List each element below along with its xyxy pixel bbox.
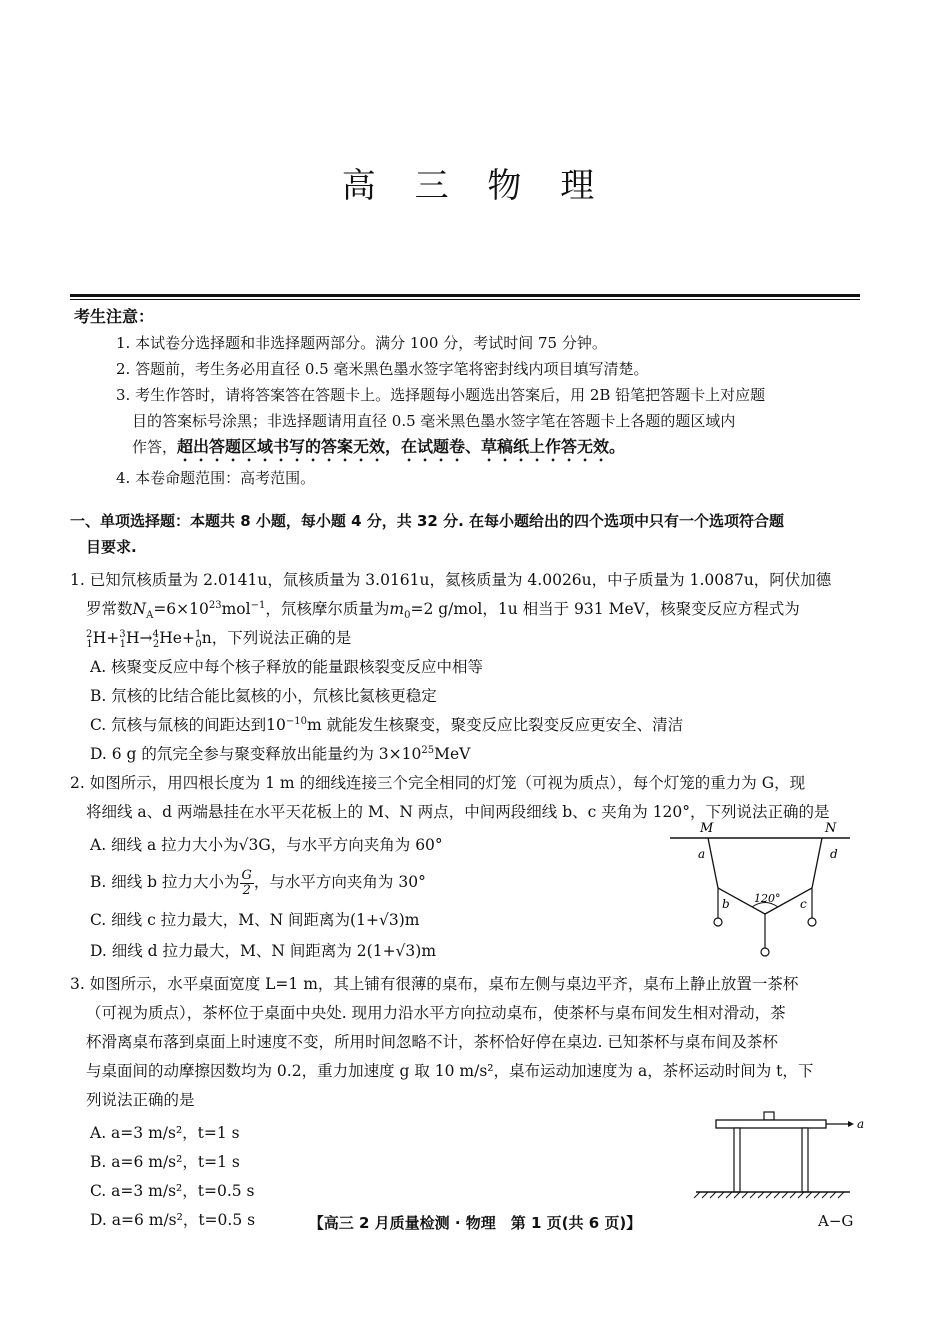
notice-item-3-end-prefix: 作答，: [132, 438, 178, 456]
q1-stem3-tail: ，下列说法正确的是: [211, 629, 352, 647]
notice-item-4: 4. 本卷命题范围：高考范围。: [116, 469, 316, 487]
tabletop: [716, 1120, 826, 1128]
q1-stem2-b: =6×10: [153, 600, 209, 618]
label-N: N: [825, 821, 837, 836]
ground-hatching: [694, 1192, 844, 1198]
q1-stem-line2: 罗常数$N_A=6\times 10^{23}mol^{-1}$，氘核摩尔质量为$m_0=2$ g/mol，1u 相当于 931 MeV，核聚变反应方程式为: [86, 599, 800, 622]
label-M: M: [700, 821, 714, 836]
notice-emphasis: 超出答题区域书写的答案无效，在试题卷、草稿纸上作答无效。: [177, 437, 626, 456]
q1-option-c: [86, 711, 876, 740]
table-diagram: [690, 1108, 870, 1208]
q1-option-d: [86, 740, 876, 769]
q1-stem2-d: ，氘核摩尔质量为: [265, 600, 390, 618]
q3-stem-line1: 3. 如图所示，水平桌面宽度 L=1 m，其上铺有很薄的桌布，桌布左侧与桌边平齐，桌布上静止放置一茶杯: [70, 975, 799, 993]
q2-option-a: A. 细线 a 拉力大小为√3G，与水平方向夹角为 60°: [90, 836, 443, 854]
label-d: d: [830, 847, 838, 861]
string-d: [812, 838, 822, 888]
q1-option-d-text: D. 6 g 的氘完全参与聚变释放出能量约为 3×10: [90, 745, 422, 763]
q1-stem2-exp2: −1: [250, 599, 266, 611]
pull-arrow-head: [848, 1121, 854, 1127]
q2-option-b-pre: B. 细线 b 拉力大小为: [90, 873, 240, 891]
section-heading: [70, 508, 870, 560]
table-leg-left: [734, 1128, 740, 1192]
string-a: [708, 838, 718, 888]
notice-item-3-cont: 目的答案标号涂黑；非选择题请用直径 0.5 毫米黑色墨水签字笔在答题卡上各题的题区域内: [132, 412, 736, 430]
q3-option-d: D. a=6 m/s²，t=0.5 s: [90, 1211, 256, 1229]
page-title: 高 三 物 理: [341, 166, 609, 206]
lantern-left: [714, 918, 722, 926]
q2-stem-line2: 将细线 a、d 两端悬挂在水平天花板上的 M、N 两点，中间两段细线 b、c 夹角为 120°，下列说法正确的是: [86, 803, 830, 821]
q1-reaction-equation: $^2_1$H+$^3_1$H→$^4_2$He+$^1_0$n: [86, 628, 212, 651]
q1-stem-line1: 1. 已知氘核质量为 2.0141u，氚核质量为 3.0161u，氦核质量为 4.0026u，中子质量为 1.0087u，阿伏加德: [70, 571, 832, 589]
label-a: a: [698, 847, 706, 861]
q1-option-d-exp: 25: [421, 744, 435, 756]
q1-option-a: A. 核聚变反应中每个核子释放的能量跟核裂变反应中相等: [90, 658, 484, 676]
q1-option-b: B. 氘核的比结合能比氦核的小，氘核比氦核更稳定: [90, 687, 437, 705]
fraction-numerator: G: [241, 867, 252, 883]
lantern-right: [808, 918, 816, 926]
q3-stem-line5: 列说法正确的是: [86, 1091, 195, 1109]
divider-thin: [70, 299, 860, 300]
fraction-g-over-2: [240, 869, 254, 898]
q1-stem2-a: 罗常数: [86, 600, 133, 618]
lantern-diagram: [660, 818, 860, 960]
q1-stem-line3: [86, 624, 876, 653]
q1-stem2-c: mol: [221, 600, 251, 618]
notice-block: [74, 304, 864, 491]
q2-option-b-post: ，与水平方向夹角为 30°: [253, 873, 426, 891]
question-1: [70, 566, 876, 769]
q2-option-c: C. 细线 c 拉力最大，M、N 间距离为(1+√3)m: [90, 910, 420, 929]
q3-option-a: A. a=3 m/s²，t=1 s: [90, 1124, 240, 1142]
q3-stem-line3: 杯滑离桌布落到桌面上时速度不变，所用时间忽略不计，茶杯恰好停在桌边. 已知茶杯与桌布间及茶杯: [86, 1033, 778, 1051]
q3-stem-line4: 与桌面间的动摩擦因数均为 0.2，重力加速度 g 取 10 m/s²，桌布运动加速度为 a，茶杯运动时间为 t，下: [86, 1062, 814, 1080]
q1-option-c-text: C. 氘核与氚核的间距达到10: [90, 716, 286, 734]
label-accel: a: [857, 1117, 865, 1131]
divider-thick: [70, 294, 860, 297]
table-leg-right: [802, 1128, 808, 1192]
section-heading-line2: 目要求.: [86, 538, 137, 556]
notice-item-3: 3. 考生作答时，请将答案答在答题卡上。选择题每小题选出答案后，用 2B 铅笔把答题卡上对应题: [116, 386, 766, 404]
fraction-denominator: 2: [242, 882, 251, 898]
notice-item-1: 1. 本试卷分选择题和非选择题两部分。满分 100 分，考试时间 75 分钟。: [116, 334, 607, 352]
paper-code: A−G: [818, 1212, 854, 1230]
label-b: b: [722, 897, 730, 911]
q3-option-c: C. a=3 m/s²，t=0.5 s: [90, 1182, 255, 1200]
q1-option-d-tail: MeV: [434, 745, 471, 763]
teacup: [764, 1112, 774, 1120]
q1-stem2-exp: 23: [208, 599, 222, 611]
page-footer: 【高三 2 月质量检测 · 物理 第 1 页(共 6 页)】: [308, 1214, 642, 1232]
q2-stem-line1: 2. 如图所示，用四根长度为 1 m 的细线连接三个完全相同的灯笼（可视为质点），每个灯笼的重力为 G，现: [70, 774, 806, 792]
section-heading-line1: 一、单项选择题：本题共 8 小题，每小题 4 分，共 32 分. 在每小题给出的四个选项中只有一个选项符合题: [70, 512, 785, 530]
q1-option-c-tail: m 就能发生核聚变，聚变反应比裂变反应更安全、清洁: [307, 716, 684, 734]
q2-option-d: D. 细线 d 拉力最大，M、N 间距离为 2(1+√3)m: [90, 941, 437, 960]
q1-stem2-e: =2 g/mol，1u 相当于 931 MeV，核聚变反应方程式为: [410, 600, 800, 618]
notice-item-2: 2. 答题前，考生务必用直径 0.5 毫米黑色墨水签字笔将密封线内项目填写清楚。: [116, 360, 649, 378]
notice-heading: 考生注意：: [74, 307, 155, 326]
q3-option-b: B. a=6 m/s²，t=1 s: [90, 1153, 240, 1171]
label-angle: 120°: [754, 892, 781, 905]
q1-option-c-exp: −10: [285, 715, 307, 727]
notice-item-3-end: [74, 434, 864, 465]
label-c: c: [800, 897, 807, 911]
lantern-middle: [761, 948, 769, 956]
q3-stem-line2: （可视为质点），茶杯位于桌面中央处. 现用力沿水平方向拉动桌布，使茶杯与桌布间发生相对滑动，茶: [86, 1004, 786, 1022]
